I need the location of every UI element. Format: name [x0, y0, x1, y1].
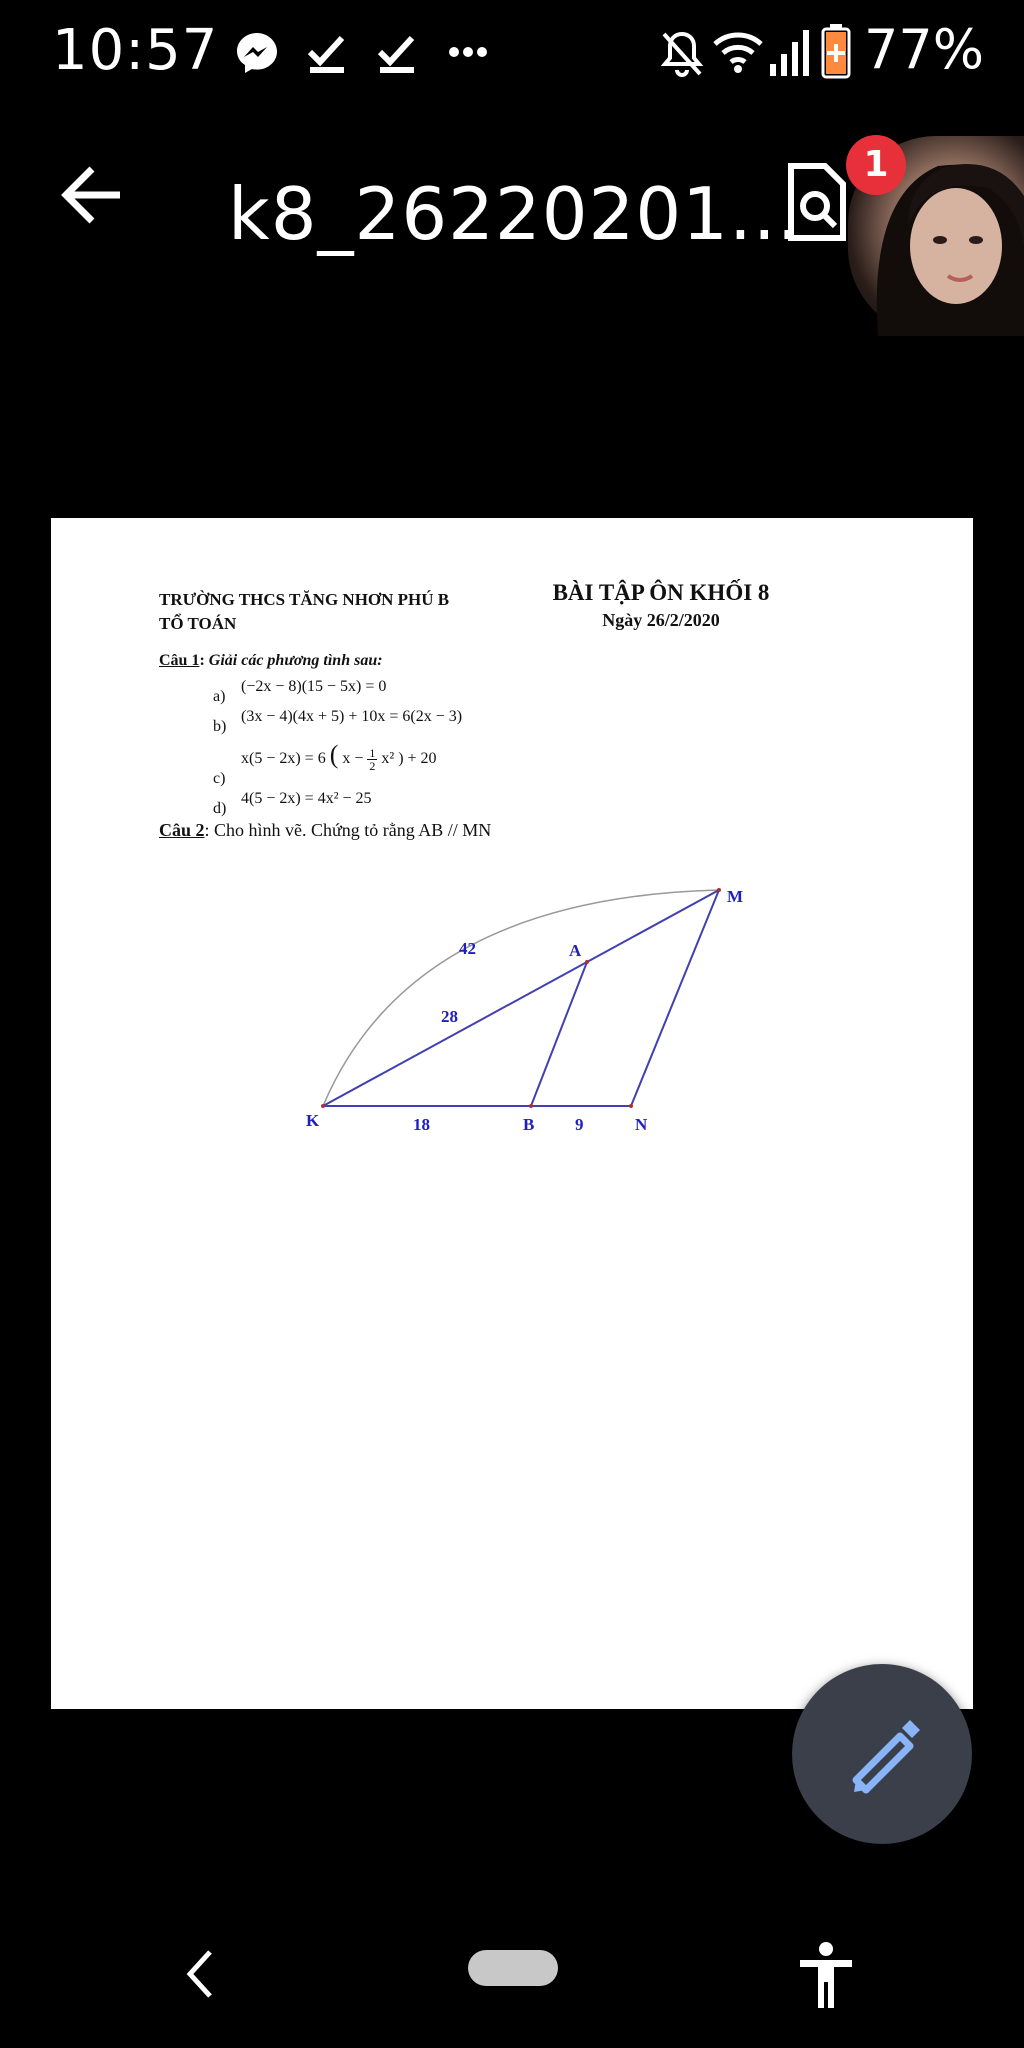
more-dots-icon [448, 46, 488, 58]
fraction-numerator: 1 [369, 745, 376, 760]
search-in-document-icon[interactable] [785, 156, 849, 246]
equation-c: x(5 − 2x) = 6 ( x − $\frac{1}{2}$ x² ) + 20 [241, 740, 437, 773]
label-42: 42 [459, 939, 476, 958]
signal-icon [768, 26, 814, 78]
equation-a-letter: a) [213, 688, 226, 705]
label-k: K [306, 1111, 320, 1130]
point-k [321, 1104, 325, 1108]
equation-c-post: x² ) + 20 [381, 750, 437, 767]
equation-c-pre: x(5 − 2x) = 6 [241, 750, 326, 767]
battery-percentage: 77% [864, 18, 985, 81]
equation-c-letter: c) [213, 770, 226, 787]
equation-a: (−2x − 8)(15 − 5x) = 0 [241, 678, 387, 695]
status-time: 10:57 [52, 18, 219, 83]
question-1-label: Câu 1 [159, 652, 200, 669]
accessibility-icon[interactable] [796, 1940, 856, 2010]
notification-badge: 1 [846, 135, 906, 195]
label-18: 18 [413, 1115, 430, 1134]
equation-d: 4(5 − 2x) = 4x² − 25 [241, 790, 372, 807]
segment-ab [531, 962, 587, 1106]
point-m [717, 888, 721, 892]
label-9: 9 [575, 1115, 584, 1134]
question-2-text: : Cho hình vẽ. Chứng tỏ rằng AB // MN [204, 820, 492, 840]
segment-km [323, 890, 719, 1106]
department-name: TỔ TOÁN [159, 614, 237, 633]
segment-mn [631, 890, 719, 1106]
label-b: B [523, 1115, 535, 1134]
pencil-icon [792, 1664, 972, 1844]
label-a: A [569, 941, 582, 960]
app-bar [0, 130, 1024, 330]
equation-d-letter: d) [213, 800, 227, 817]
download-done-icon [306, 30, 350, 74]
question-1: Câu 1: Giải các phương tình sau: [159, 652, 383, 669]
document-heading: BÀI TẬP ÔN KHỐI 8 [552, 580, 770, 605]
equation-b-letter: b) [213, 718, 227, 735]
battery-saver-icon [820, 22, 852, 80]
question-1-text: Giải các phương tình sau: [208, 652, 383, 669]
document-date: Ngày 26/2/2020 [602, 610, 720, 630]
point-a [585, 960, 589, 964]
label-28: 28 [441, 1007, 458, 1026]
fraction-denominator: 2 [369, 758, 376, 773]
document-title: k8_26220201... [228, 172, 801, 256]
wifi-icon [712, 30, 764, 74]
label-n: N [635, 1115, 648, 1134]
messenger-icon [234, 30, 280, 76]
back-arrow-icon[interactable] [58, 160, 128, 230]
nav-back-icon[interactable] [180, 1944, 220, 2004]
download-done-icon [376, 30, 420, 74]
do-not-disturb-off-icon [660, 30, 704, 78]
label-m: M [727, 887, 744, 906]
equation-c-mid: x − [342, 750, 364, 767]
question-2-label: Câu 2 [159, 820, 205, 840]
nav-home-pill[interactable] [468, 1950, 558, 1986]
status-bar [0, 0, 1024, 110]
point-n [629, 1104, 633, 1108]
school-name: TRƯỜNG THCS TĂNG NHƠN PHÚ B [159, 590, 450, 609]
geometry-figure [51, 518, 973, 1134]
navigation-bar [0, 1900, 1024, 2048]
equation-b: (3x − 4)(4x + 5) + 10x = 6(2x − 3) [241, 708, 463, 725]
document-page[interactable] [51, 518, 973, 1709]
point-b [529, 1104, 533, 1108]
edit-fab-button[interactable] [792, 1664, 972, 1844]
